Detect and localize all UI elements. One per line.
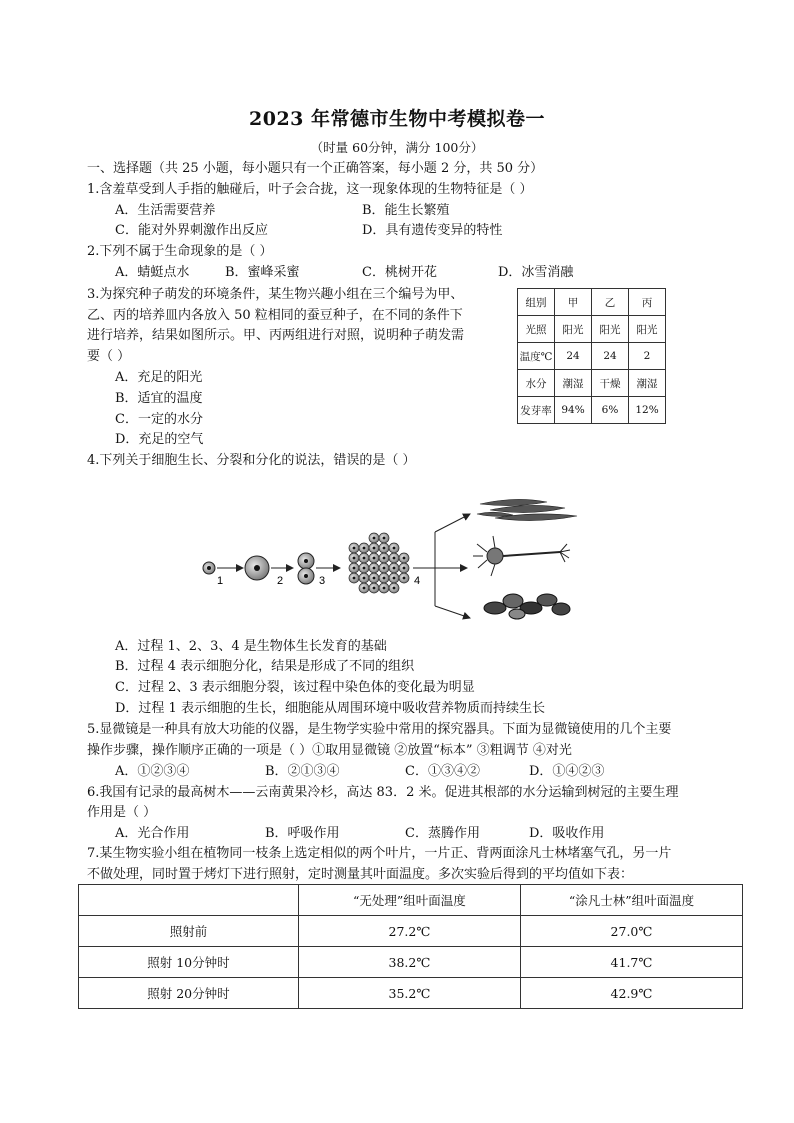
q5-stem-line2: 操作步骤，操作顺序正确的一项是（ ）①取用显微镜 ②放置“标本” ③粗调节 ④对光 (87, 743, 572, 758)
cluster-nucleus (393, 587, 396, 590)
step-label-2: 2 (277, 575, 284, 587)
table-cell: 发芽率 (518, 397, 555, 424)
q6-stem-line2: 作用是（ ） (87, 805, 157, 820)
q1-option-c[interactable]: C．能对外界刺激作出反应 (115, 223, 268, 238)
table-cell: 94% (555, 397, 592, 424)
page-title: 2023 年常德市生物中考模拟卷一 (249, 108, 545, 130)
cluster-nucleus (403, 577, 406, 580)
q1-option-b[interactable]: B．能生长繁殖 (362, 203, 450, 218)
table-row (518, 343, 666, 370)
table-header-cell (79, 885, 299, 916)
q4-option-d[interactable]: D．过程 1 表示细胞的生长，细胞能从周围环境中吸收营养物质而持续生长 (115, 701, 545, 716)
table-cell: 水分 (518, 370, 555, 397)
q6-option-d[interactable]: D．吸收作用 (529, 826, 605, 841)
q2-option-d[interactable]: D．冰雪消融 (498, 265, 574, 280)
cluster-nucleus (393, 567, 396, 570)
q7-stem-line1: 7.某生物实验小组在植物同一枝条上选定相似的两个叶片，一片正、背两面涂凡士林堵塞气孔，另一片 (87, 846, 672, 861)
q2-stem: 2.下列不属于生命现象的是（ ） (87, 244, 273, 259)
cluster-nucleus (353, 577, 356, 580)
q4-stem: 4.下列关于细胞生长、分裂和分化的说法，错误的是（ ） (87, 453, 416, 468)
table-cell: 41.7℃ (520, 947, 742, 978)
q3-stem-line1: 3.为探究种子萌发的环境条件，某生物兴趣小组在三个编号为甲、 (87, 287, 464, 302)
table-cell: 27.0℃ (520, 916, 742, 947)
cluster-nucleus (383, 587, 386, 590)
table-row (518, 316, 666, 343)
table-cell: 温度℃ (518, 343, 555, 370)
neuron-cell (473, 536, 570, 576)
cluster-nucleus (383, 567, 386, 570)
cluster-nucleus (373, 537, 376, 540)
table-cell: 阳光 (629, 316, 666, 343)
muscle-tissue (477, 499, 577, 520)
q4-option-b[interactable]: B．过程 4 表示细胞分化，结果是形成了不同的组织 (115, 659, 415, 674)
q4-option-a[interactable]: A．过程 1、2、3、4 是生物体生长发育的基础 (115, 639, 387, 654)
table-cell: 甲 (555, 289, 592, 316)
q3-stem-line4: 要（ ） (87, 349, 131, 364)
cluster-nucleus (363, 547, 366, 550)
q5-option-d[interactable]: D．①④②③ (529, 764, 605, 779)
q3-option-b[interactable]: B．适宜的温度 (115, 391, 203, 406)
q5-stem-line1: 5.显微镜是一种具有放大功能的仪器，是生物学实验中常用的探究器具。下面为显微镜使用的几个主要 (87, 722, 672, 737)
table-cell: 潮湿 (629, 370, 666, 397)
table-row (518, 289, 666, 316)
germination-table (517, 288, 666, 424)
cluster-nucleus (373, 577, 376, 580)
table-header-row (79, 885, 743, 916)
blood-cells (484, 594, 570, 619)
table-cell: 潮湿 (555, 370, 592, 397)
q5-option-b[interactable]: B．②①③④ (265, 764, 340, 779)
section-heading: 一、选择题（共 25 小题，每小题只有一个正确答案，每小题 2 分，共 50 分） (87, 161, 544, 176)
q1-option-d[interactable]: D．具有遗传变异的特性 (362, 223, 503, 238)
q4-option-c[interactable]: C．过程 2、3 表示细胞分裂，该过程中染色体的变化最为明显 (115, 680, 475, 695)
q5-option-c[interactable]: C．①③④② (405, 764, 480, 779)
table-cell: 照射 10分钟时 (79, 947, 299, 978)
table-header-cell: “涂凡士林”组叶面温度 (520, 885, 742, 916)
cluster-nucleus (403, 557, 406, 560)
table-header-cell: “无处理”组叶面温度 (298, 885, 520, 916)
cluster-nucleus (393, 577, 396, 580)
q6-option-c[interactable]: C．蒸腾作用 (405, 826, 480, 841)
q3-option-c[interactable]: C．一定的水分 (115, 412, 203, 427)
step-label-3: 3 (319, 575, 326, 587)
q1-stem: 1.含羞草受到人手指的触碰后，叶子会合拢，这一现象体现的生物特征是（ ） (87, 182, 533, 197)
table-cell: 2 (629, 343, 666, 370)
table-row (79, 947, 743, 978)
single-cell (203, 562, 215, 574)
table-cell: 24 (555, 343, 592, 370)
table-cell: 丙 (629, 289, 666, 316)
q3-stem-line3: 进行培养，结果如图所示。甲、丙两组进行对照，说明种子萌发需 (87, 328, 465, 343)
cluster-nucleus (383, 537, 386, 540)
cluster-nucleus (363, 587, 366, 590)
table-cell: 38.2℃ (298, 947, 520, 978)
q5-option-a[interactable]: A．①②③④ (115, 764, 190, 779)
cluster-nucleus (373, 587, 376, 590)
table-cell: 6% (592, 397, 629, 424)
table-cell: 24 (592, 343, 629, 370)
table-cell: 乙 (592, 289, 629, 316)
table-cell: 35.2℃ (298, 978, 520, 1009)
cell-division-diagram (195, 488, 595, 633)
cluster-nucleus (373, 557, 376, 560)
table-cell: 12% (629, 397, 666, 424)
step-label-1: 1 (217, 575, 224, 587)
q6-option-a[interactable]: A．光合作用 (115, 826, 190, 841)
cluster-nucleus (383, 557, 386, 560)
cluster-nucleus (383, 547, 386, 550)
cluster-nucleus (393, 557, 396, 560)
q6-stem-line1: 6.我国有记录的最高树木——云南黄果冷杉，高达 83．2 米。促进其根部的水分运输到树冠的主要生理 (87, 785, 679, 800)
q2-option-a[interactable]: A．蜻蜓点水 (115, 265, 190, 280)
table-cell: 光照 (518, 316, 555, 343)
dividing-cell (298, 553, 314, 584)
cluster-nucleus (383, 577, 386, 580)
cluster-nucleus (373, 567, 376, 570)
q2-option-c[interactable]: C．桃树开花 (362, 265, 437, 280)
table-cell: 42.9℃ (520, 978, 742, 1009)
cell-cluster (349, 533, 409, 593)
q3-option-d[interactable]: D．充足的空气 (115, 432, 204, 447)
cluster-nucleus (353, 567, 356, 570)
q3-stem-line2: 乙、丙的培养皿内各放入 50 粒相同的蚕豆种子，在不同的条件下 (87, 308, 463, 323)
cluster-nucleus (353, 557, 356, 560)
q7-stem-line2: 不做处理，同时置于烤灯下进行照射，定时测量其叶面温度。多次实验后得到的平均值如下表： (87, 867, 634, 882)
cluster-nucleus (393, 547, 396, 550)
cluster-nucleus (363, 577, 366, 580)
q6-option-b[interactable]: B．呼吸作用 (265, 826, 340, 841)
step-label-4: 4 (414, 575, 421, 587)
q1-option-a[interactable]: A．生活需要营养 (115, 203, 216, 218)
grown-cell (245, 556, 269, 580)
table-row (518, 370, 666, 397)
cluster-nucleus (373, 547, 376, 550)
q3-option-a[interactable]: A．充足的阳光 (115, 370, 203, 385)
cluster-nucleus (403, 567, 406, 570)
table-row (518, 397, 666, 424)
table-cell: 照射前 (79, 916, 299, 947)
q2-option-b[interactable]: B．蜜峰采蜜 (225, 265, 300, 280)
table-cell: 干燥 (592, 370, 629, 397)
cluster-nucleus (353, 547, 356, 550)
cluster-nucleus (363, 567, 366, 570)
table-cell: 阳光 (592, 316, 629, 343)
table-cell: 组别 (518, 289, 555, 316)
page-subtitle: （时量 60分钟，满分 100分） (310, 140, 484, 155)
table-cell: 27.2℃ (298, 916, 520, 947)
table-row (79, 978, 743, 1009)
table-row (79, 916, 743, 947)
table-cell: 阳光 (555, 316, 592, 343)
leaf-temperature-table (78, 884, 743, 1009)
table-cell: 照射 20分钟时 (79, 978, 299, 1009)
cluster-nucleus (363, 557, 366, 560)
